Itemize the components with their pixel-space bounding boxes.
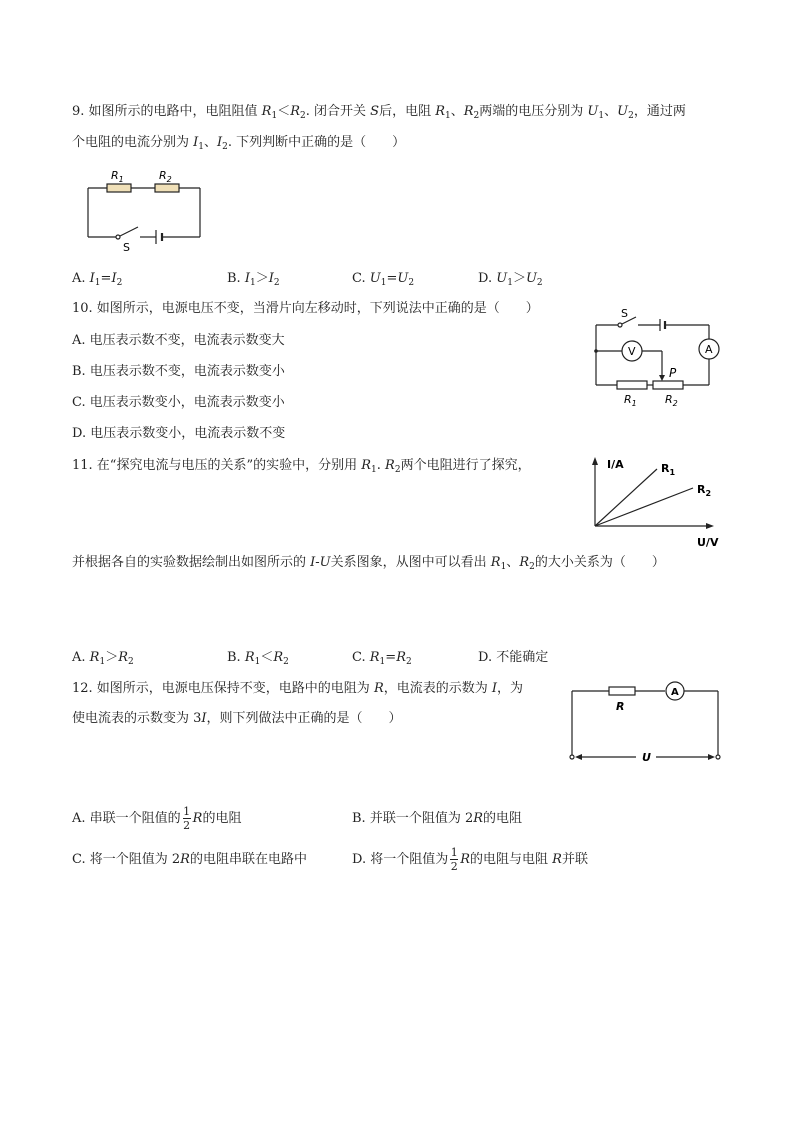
q12-option-a-fraction: $\frac{1}{2}$ xyxy=(183,805,191,832)
q10-r1-label: $R_1$ xyxy=(624,393,637,408)
q11-iu-graph xyxy=(585,456,725,549)
q10-ammeter-label: A xyxy=(705,343,713,356)
q12-option-c[interactable]: C. 将一个阻值为 2R的电阻串联在电路中 xyxy=(72,852,307,867)
q12-ammeter-label: A xyxy=(671,687,679,698)
q11-y-axis-label: I/A xyxy=(607,458,624,471)
q10-option-d[interactable]: D. 电压表示数变小，电流表示数不变 xyxy=(72,426,286,441)
q9-option-a[interactable]: A. $I_1=I_2$ xyxy=(72,271,123,288)
q9-option-b[interactable]: B. $I_1>I_2$ xyxy=(227,271,280,288)
q9-option-c[interactable]: C. $U_1=U_2$ xyxy=(352,271,415,288)
q9-option-d[interactable]: D. $U_1>U_2$ xyxy=(478,271,543,288)
q11-line1-label: $R_1$ xyxy=(661,462,676,477)
q10-voltmeter-label: V xyxy=(628,345,636,358)
q10-option-c[interactable]: C. 电压表示数变小，电流表示数变小 xyxy=(72,395,285,410)
q10-r2-label: $R_2$ xyxy=(665,393,678,408)
q12-stem-line1: 12. 如图所示，电源电压保持不变，电路中的电阻为 R，电流表的示数为 I，为 xyxy=(72,681,524,696)
q12-stem-line2: 使电流表的示数变为 3I，则下列做法中正确的是（ ） xyxy=(72,711,402,726)
q11-stem-line1: 11. 在“探究电流与电压的关系”的实验中，分别用 $R_1$. $R_2$两个电阻进行了探究， xyxy=(72,458,531,475)
q9-switch-label: S xyxy=(123,241,130,254)
q12-voltage-label: U xyxy=(642,751,651,764)
q11-line-r2 xyxy=(595,488,693,526)
q10-circuit-diagram xyxy=(590,305,730,408)
q9-stem-line2: 个电阻的电流分别为 $I_1$、$I_2$. 下列判断中正确的是（ ） xyxy=(72,135,406,152)
q12-option-d[interactable]: D. 将一个阻值为 $\frac{1}{2}$ R的电阻与电阻 R并联 xyxy=(352,846,588,873)
q12-option-b[interactable]: B. 并联一个阻值为 2R的电阻 xyxy=(352,811,523,826)
q10-option-a[interactable]: A. 电压表示数不变，电流表示数变大 xyxy=(72,333,285,348)
q11-option-a[interactable]: A. $R_1>R_2$ xyxy=(72,650,134,667)
q10-stem: 10. 如图所示，电源电压不变，当滑片向左移动时，下列说法中正确的是（ ） xyxy=(72,301,539,316)
q12-option-d-fraction: $\frac{1}{2}$ xyxy=(450,846,458,873)
q11-x-axis-label: U/V xyxy=(697,536,719,549)
q9-circuit-diagram xyxy=(80,165,220,255)
q10-option-b[interactable]: B. 电压表示数不变，电流表示数变小 xyxy=(72,364,285,379)
q12-resistor-label: R xyxy=(616,700,625,713)
q11-line-r1 xyxy=(595,469,657,526)
q11-line2-label: $R_2$ xyxy=(697,483,712,498)
q10-slider-label: P xyxy=(669,366,677,380)
q11-stem-line2: 并根据各自的实验数据绘制出如图所示的 I-U关系图象，从图中可以看出 $R_1$、$R_2$的大小关系为（ ） xyxy=(72,555,665,572)
q12-option-a[interactable]: A. 串联一个阻值的 $\frac{1}{2}$ R的电阻 xyxy=(72,805,242,832)
q11-option-d[interactable]: D. 不能确定 xyxy=(478,650,549,665)
q12-circuit-diagram xyxy=(566,680,726,764)
q9-stem-line1: 9. 如图所示的电路中，电阻阻值 $R_1<R_2$. 闭合开关 S后，电阻 $R_1$、$R_2$两端的电压分别为 $U_1$、$U_2$，通过两 xyxy=(72,104,686,121)
q9-r2-label: $R_2$ xyxy=(159,169,172,184)
q11-option-b[interactable]: B. $R_1<R_2$ xyxy=(227,650,289,667)
q11-option-c[interactable]: C. $R_1=R_2$ xyxy=(352,650,412,667)
q9-r1-label: $R_1$ xyxy=(111,169,124,184)
q10-switch-label: S xyxy=(621,307,628,320)
